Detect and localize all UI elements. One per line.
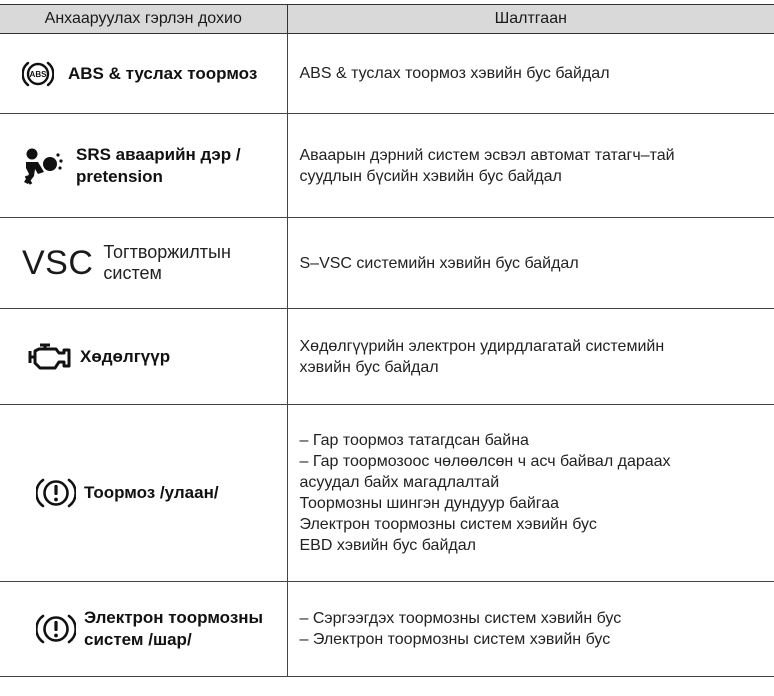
- table-header-row: [0, 5, 774, 34]
- reason-text: S–VSC системийн хэвийн бус байдал: [299, 254, 579, 272]
- signal-label: Тоормоз /улаан/: [84, 483, 219, 502]
- signal-label: SRS аваарийн дэр / pretension: [76, 144, 241, 186]
- reason-text: Хөдөлгүүрийн электрон удирдлагатай системийн хэвийн бус байдал: [299, 337, 665, 376]
- header-signal: Анхааруулах гэрлэн дохио: [0, 5, 287, 34]
- signal-brake-yellow: [0, 607, 287, 651]
- reason-text: ABS & туслах тоормоз хэвийн бус байдал: [299, 65, 610, 82]
- signal-srs: [0, 144, 287, 188]
- table-row: [0, 114, 774, 218]
- brake-warning-icon: [36, 612, 76, 646]
- header-reason: Шалтгаан: [287, 5, 774, 34]
- table-row: [0, 582, 774, 677]
- warning-lights-table: [0, 4, 774, 677]
- svg-text:ABS: ABS: [29, 69, 47, 79]
- abs-warning-icon: [22, 58, 54, 90]
- table-row: [0, 309, 774, 405]
- signal-brake-red: [0, 476, 287, 510]
- signal-label: Электрон тоормозны систем /шар/: [84, 608, 264, 649]
- reason-text: – Сэргээгдэх тоормозны систем хэвийн бус – Электрон тоормозны систем хэвийн бус: [299, 610, 622, 648]
- signal-label: ABS & туслах тоормоз: [68, 63, 258, 83]
- signal-vsc: [0, 242, 287, 284]
- table-row: [0, 405, 774, 582]
- reason-text: – Гар тоормоз татагдсан байна – Гар тоормозоос чөлөөлсөн ч асч байвал дараах асуудал байх магадлалтай Тоормозны шингэн дундуур байгаа Электрон тоормозны систем хэвийн бус EBD хэвийн бус байдал: [299, 432, 671, 554]
- airbag-icon: [22, 146, 66, 186]
- table-row: [0, 34, 774, 114]
- brake-warning-icon: [36, 476, 76, 510]
- signal-abs: [0, 58, 287, 90]
- table-row: [0, 218, 774, 309]
- reason-text: Аваарын дэрний систем эсвэл автомат татагч–тай суудлын бүсийн хэвийн бус байдал: [299, 146, 675, 185]
- vsc-indicator-text: VSC: [22, 244, 94, 282]
- signal-label: Тогтворжилтын систем: [103, 242, 231, 283]
- engine-icon: [28, 342, 72, 372]
- signal-engine: [0, 342, 287, 372]
- signal-label: Хөдөлгүүр: [80, 346, 171, 366]
